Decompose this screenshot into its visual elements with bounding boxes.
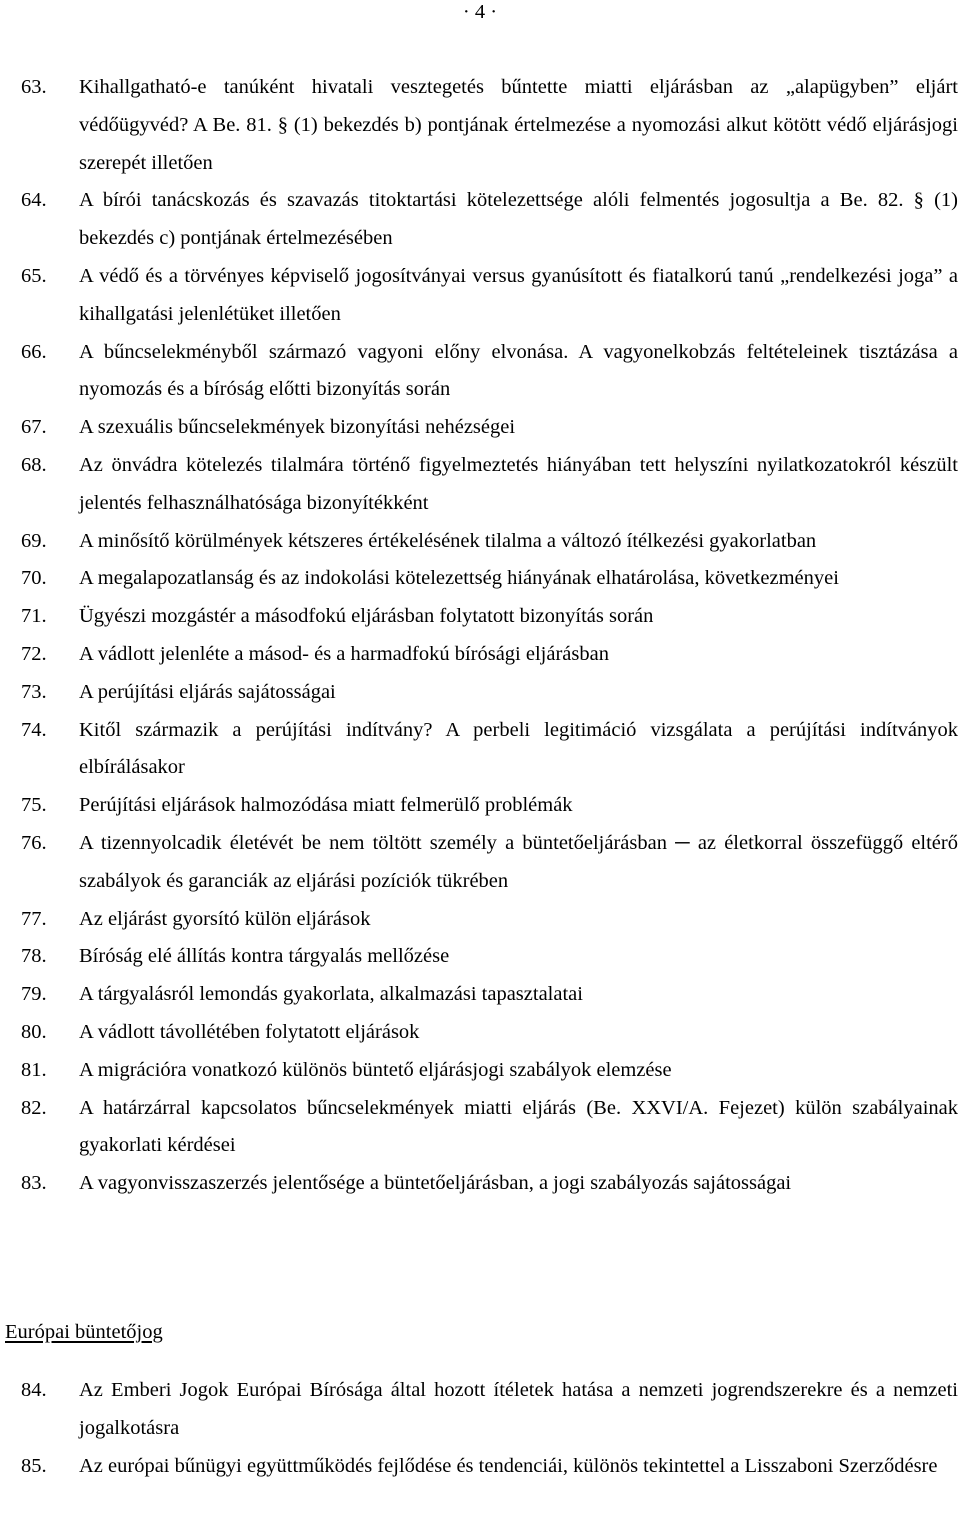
item-text: A minősítő körülmények kétszeres értékelésének tilalma a változó ítélkezési gyakorlatban (79, 529, 817, 552)
item-text: A védő és a törvényes képviselő jogosítványai versus gyanúsított és fiatalkorú tanú „rendelkezési joga” a kihallgatási jelenlétüket illetően (79, 264, 958, 325)
item-number: 76. (21, 831, 47, 854)
item-number: 67. (21, 416, 47, 439)
item-number: 63. (21, 76, 47, 98)
item-text: A vádlott távollétében folytatott eljárások (79, 1020, 420, 1043)
item-text: A vádlott jelenléte a másod- és a harmadfokú bírósági eljárásban (79, 642, 609, 665)
list-item (0, 712, 960, 788)
list-item (0, 1165, 960, 1203)
item-number: 73. (21, 680, 47, 703)
list-item (0, 258, 960, 334)
item-number: 70. (21, 567, 47, 590)
list-item (0, 69, 960, 182)
item-text: Perújítási eljárások halmozódása miatt felmerülő problémák (79, 794, 573, 817)
list-item (0, 1014, 960, 1052)
list-item (0, 976, 960, 1014)
item-number: 85. (21, 1454, 47, 1477)
list-item (0, 182, 960, 258)
item-text: A perújítási eljárás sajátosságai (79, 680, 336, 703)
page-number: · 4 · (462, 1, 498, 23)
list-item (0, 938, 960, 976)
list-item (0, 598, 960, 636)
item-number: 79. (21, 983, 47, 1006)
list-item (0, 1372, 960, 1448)
item-number: 68. (21, 453, 47, 476)
item-text: Bíróság elé állítás kontra tárgyalás mellőzése (79, 945, 450, 968)
item-number: 84. (21, 1379, 47, 1401)
item-text: Az önvádra kötelezés tilalmára történő figyelmeztetés hiányában tett helyszíni nyilatkozatokról készült jelentés felhasználhatósága bizonyítékként (79, 453, 958, 514)
list-item (0, 523, 960, 561)
item-text: Az eljárást gyorsító külön eljárások (79, 907, 371, 930)
list-item (0, 447, 960, 523)
item-number: 81. (21, 1058, 47, 1081)
item-text: Kihallgatható-e tanúként hivatali vesztegetés bűntette miatti eljárásban az „alapügyben” eljárt védőügyvéd? A Be. 81. § (1) bekezdés b) pontjának értelmezése a nyomozási alkut kötött védő eljárásjogi szerepét illetően (79, 76, 958, 174)
item-number: 69. (21, 529, 47, 552)
list-item (0, 901, 960, 939)
item-number: 83. (21, 1172, 47, 1195)
item-number: 71. (21, 605, 47, 628)
list-item (0, 674, 960, 712)
list-item (0, 787, 960, 825)
item-number: 78. (21, 945, 47, 968)
item-text: Kitől származik a perújítási indítvány? A perbeli legitimáció vizsgálata a perújítási indítványok elbírálásakor (79, 718, 958, 779)
item-text: A tizennyolcadik életévét be nem töltött személy a büntetőeljárásban ─ az életkorral összefüggő eltérő szabályok és garanciák az eljárási pozíciók tükrében (79, 831, 958, 892)
topic-list (0, 69, 960, 1203)
list-item (0, 409, 960, 447)
item-number: 80. (21, 1020, 47, 1043)
item-number: 64. (21, 189, 47, 212)
item-text: A bűncselekményből származó vagyoni előny elvonása. A vagyonelkobzás feltételeinek tisztázása a nyomozás és a bíróság előtti bizonyítás során (79, 340, 958, 401)
item-number: 74. (21, 718, 47, 741)
item-text: A szexuális bűncselekmények bizonyítási nehézségei (79, 416, 516, 439)
list-item (0, 560, 960, 598)
list-item (0, 1448, 960, 1486)
list-item (0, 636, 960, 674)
item-number: 66. (21, 340, 47, 363)
item-text: Az európai bűnügyi együttműködés fejlődése és tendenciái, különös tekintettel a Lisszaboni Szerződésre (79, 1454, 938, 1477)
section-heading: Európai büntetőjog (5, 1321, 163, 1343)
item-number: 72. (21, 642, 47, 665)
list-item (0, 1090, 960, 1166)
item-text: A bírói tanácskozás és szavazás titoktartási kötelezettsége alóli felmentés jogosultja a Be. 82. § (1) bekezdés c) pontjának értelmezésében (79, 189, 958, 250)
item-text: Az Emberi Jogok Európai Bírósága által hozott ítéletek hatása a nemzeti jogrendszerekre és a nemzeti jogalkotásra (79, 1379, 958, 1439)
item-text: A határzárral kapcsolatos bűncselekmények miatti eljárás (Be. XXVI/A. Fejezet) külön szabályainak gyakorlati kérdései (79, 1096, 958, 1157)
list-item (0, 334, 960, 410)
item-number: 75. (21, 794, 47, 817)
item-text: Ügyészi mozgástér a másodfokú eljárásban folytatott bizonyítás során (79, 605, 654, 628)
item-text: A megalapozatlanság és az indokolási kötelezettség hiányának elhatárolása, következményei (79, 567, 839, 590)
list-item (0, 825, 960, 901)
list-item (0, 1052, 960, 1090)
item-number: 82. (21, 1096, 47, 1119)
item-text: A migrációra vonatkozó különös büntető eljárásjogi szabályok elemzése (79, 1058, 672, 1081)
item-text: A tárgyalásról lemondás gyakorlata, alkalmazási tapasztalatai (79, 983, 583, 1006)
item-number: 77. (21, 907, 47, 930)
item-text: A vagyonvisszaszerzés jelentősége a büntetőeljárásban, a jogi szabályozás sajátosságai (79, 1172, 792, 1195)
section-topic-list (0, 1372, 960, 1485)
item-number: 65. (21, 264, 47, 287)
